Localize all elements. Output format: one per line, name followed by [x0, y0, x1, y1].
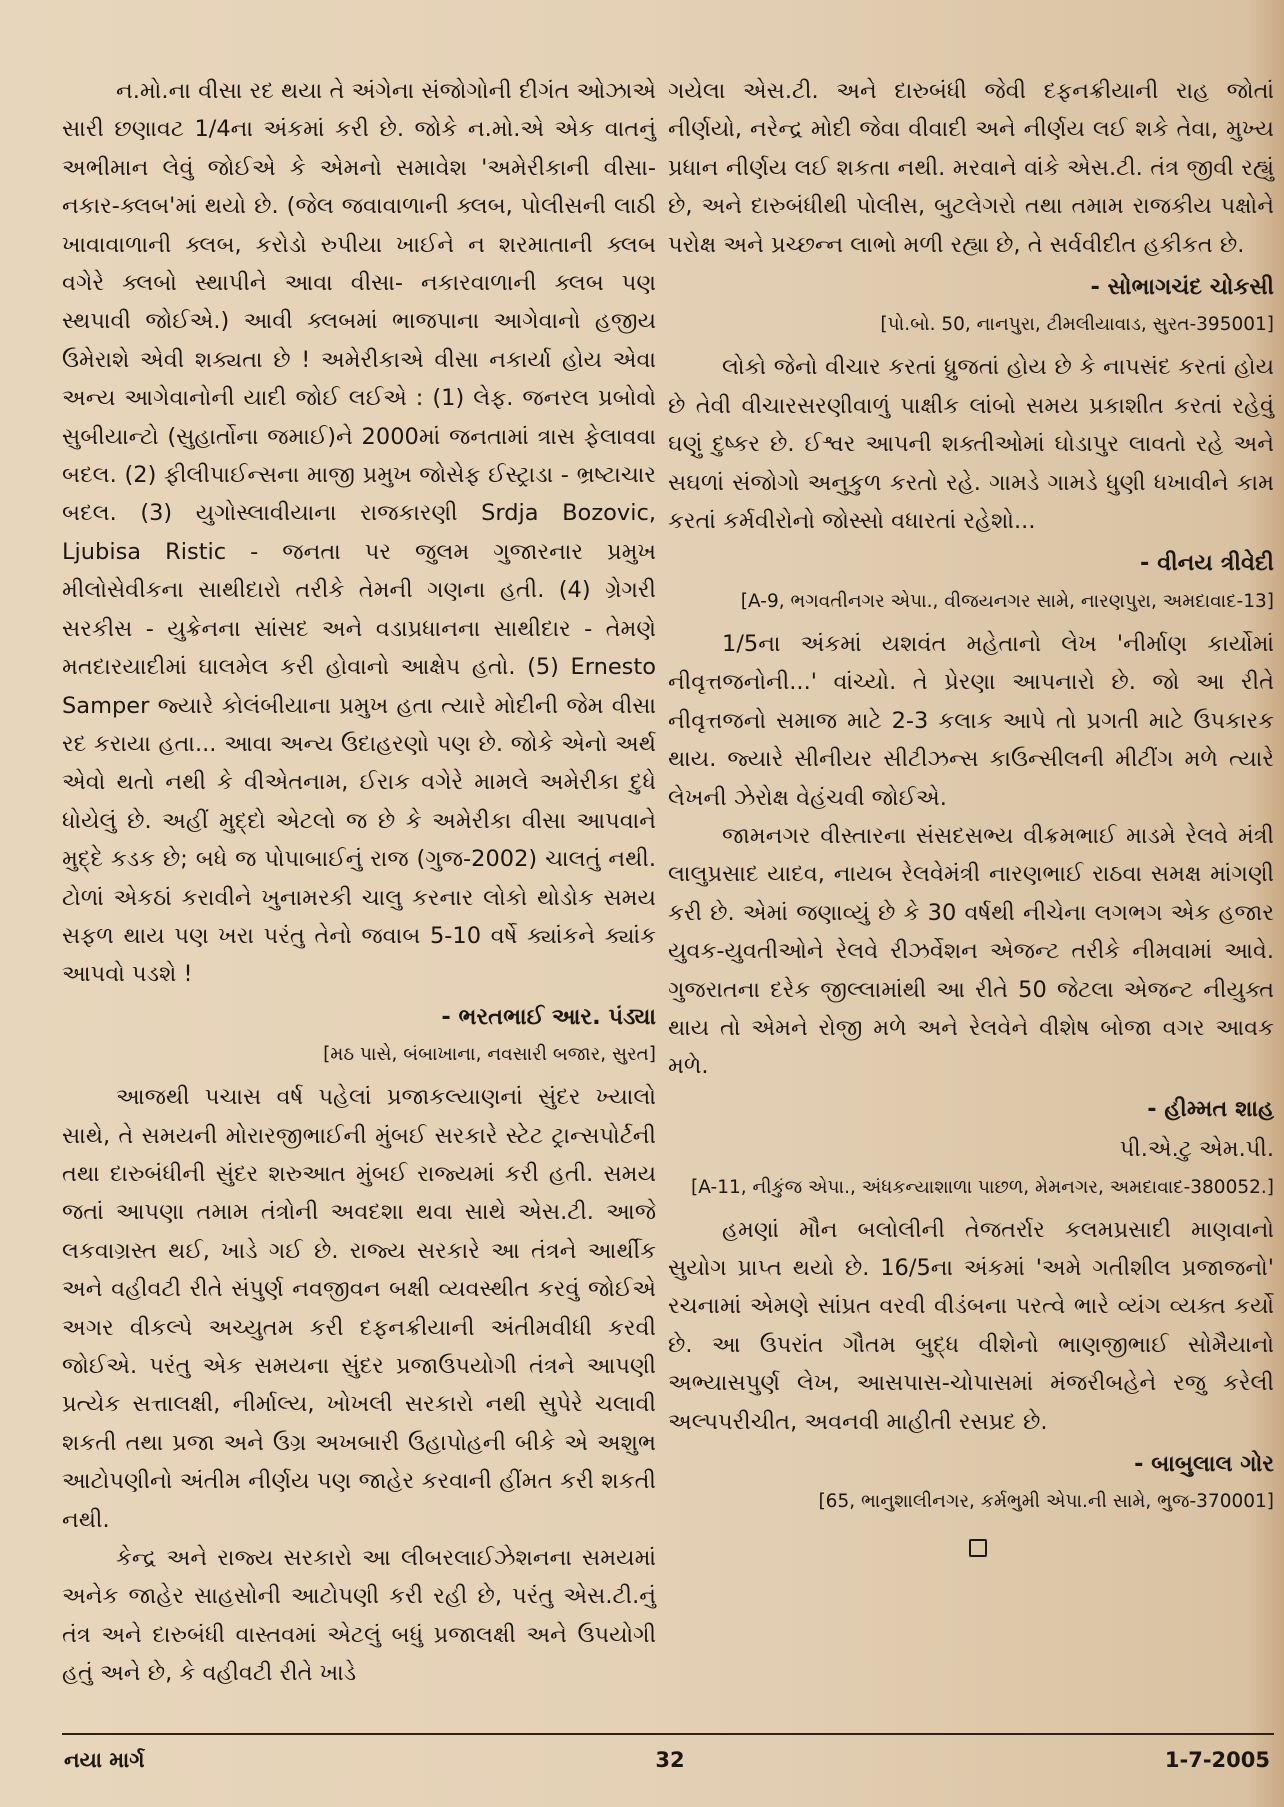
- letter-st-paragraph-2: કેન્દ્ર અને રાજ્ય સરકારો આ લીબરલાઈઝેશનના સમયમાં અનેક જાહેર સાહસોની આટોપણી કરી રહી છે, પરંતુ એસ.ટી.નું તંત્ર અને દારુબંધી વાસ્તવમાં એટલું બધું પ્રજાલક્ષી અને ઉપયોગી હતું અને છે, કે વહીવટી રીતે ખાડે: [62, 1545, 656, 1687]
- letter-address: [A-9, ભગવતીનગર એપા., વીજયનગર સામે, નારણપુરા, અમદાવાદ-13]: [740, 590, 1274, 612]
- footer-divider: [62, 1733, 1274, 1735]
- letter-praise-paragraph: લોકો જેનો વીચાર કરતાં ધ્રુજતાં હોય છે કે નાપસંદ કરતાં હોય છે તેવી વીચારસરણીવાળું પાક્ષીક લાંબો સમય પ્રકાશીત કરતાં રહેવું ઘણું દુષ્કર છે. ઈશ્વર આપની શક્તીઓમાં ઘોડાપુર લાવતો રહે અને સઘળાં સંજોગો અનુકુળ કરતો રહે. ગામડે ગામડે ધુણી ધખાવીને કામ કરતાં કર્મવીરોનો જોસ્સો વધારતાં રહેશો...: [668, 354, 1274, 535]
- letter-st-paragraph: આજથી પચાસ વર્ષ પહેલાં પ્રજાકલ્યાણનાં સુંદર ખ્યાલો સાથે, તે સમયની મોરારજીભાઈની મુંબઈ સરકારે સ્ટેટ ટ્રાન્સપોર્ટની તથા દારુબંધીની સુંદર શરુઆત મુંબઈ રાજ્યમાં કરી હતી. સમય જતાં આપણા તમામ તંત્રોની અવદશા થવા સાથે એસ.ટી. આજે લકવાગ્રસ્ત થઈ, ખાડે ગઈ છે. રાજ્ય સરકારે આ તંત્રને આર્થીક અને વહીવટી રીતે સંપુર્ણ નવજીવન બક્ષી વ્યવસ્થીત કરવું જોઈએ અગર વીકલ્પે અચ્યુતમ કરી દફનક્રીયાની અંતીમવીધી કરવી જોઈએ. પરંતુ એક સમયના સુંદર પ્રજાઉપયોગી તંત્રને આપણી પ્રત્યેક સત્તાલક્ષી, નીર્માલ્ય, ખોખલી સરકારો નથી સુપેરે ચલાવી શકતી તથા પ્રજા અને ઉગ્ર અખબારી ઉહાપોહની બીકે એ અશુભ આટોપણીનો અંતીમ નીર્ણય પણ જાહેર કરવાની હીંમત કરી શકતી નથી.: [62, 1084, 656, 1533]
- letter-signature: - સોભાગચંદ ચોકસી: [1090, 274, 1274, 301]
- letter-visa-paragraph: ન.મો.ના વીસા રદ થયા તે અંગેના સંજોગોની દીગંત ઓઝાએ સારી છણાવટ 1/4ના અંકમાં કરી છે. જોકે ન.મો.એ એક વાતનું અભીમાન લેવું જોઈએ કે એમનો સમાવેશ 'અમેરીકાની વીસા-નકાર-ક્લબ'માં થયો છે. (જેલ જવાવાળાની ક્લબ, પોલીસની લાઠી ખાવાવાળાની ક્લબ, કરોડો રુપીયા ખાઈને ન શરમાતાની ક્લબ વગેરે ક્લબો સ્થાપીને આવા વીસા- નકારવાળાની ક્લબ પણ સ્થપાવી જોઈએ.) આવી ક્લબમાં ભાજપાના આગેવાનો હજીય ઉમેરાશે એવી શક્યતા છે ! અમેરીકાએ વીસા નકાર્યા હોય એવા અન્ય આગેવાનોની યાદી જોઈ લઈએ : (1) લેફ. જનરલ પ્રબોવો સુબીયાન્ટો (સુહાર્તોના જમાઈ)ને 2000માં જનતામાં ત્રાસ ફેલાવવા બદલ. (2) ફીલીપાઈન્સના માજી પ્રમુખ જોસેફ ઈસ્ટ્રાડા - ભ્રષ્ટાચાર બદલ. (3) યુગોસ્લાવીયાના રાજકારણી Srdja Bozovic, Ljubisa Ristic - જનતા પર જુલમ ગુજારનાર પ્રમુખ મીલોસેવીકના સાથીદારો તરીકે તેમની ગણના હતી. (4) ગ્રેગરી સરકીસ - યુક્રેનના સાંસદ અને વડાપ્રધાનના સાથીદાર - તેમણે મતદારયાદીમાં ઘાલમેલ કરી હોવાનો આક્ષેપ હતો. (5) Ernesto Samper જ્યારે કોલંબીયાના પ્રમુખ હતા ત્યારે મોદીની જેમ વીસા રદ કરાયા હતા... આવા અન્ય ઉદાહરણો પણ છે. જોકે એનો અર્થ એવો થતો નથી કે વીએતનામ, ઈરાક વગેરે મામલે અમેરીકા દુધે ધોયેલું છે. અહીં મુદ્દો એટલો જ છે કે અમેરીકા વીસા આપવાને મુદ્દે કડક છે; બધે જ પોપાબાઈનું રાજ (ગુજ-2002) ચાલતું નથી. ટોળાં એકઠાં કરાવીને ખુનામરકી ચાલુ કરનાર લોકો થોડોક સમય સફળ થાય પણ ખરા પરંતુ તેનો જવાબ 5-10 વર્ષે ક્યાંકને ક્યાંક આપવો પડશે !: [62, 78, 656, 988]
- letter-signature-title: પી.એ.ટુ એમ.પી.: [1119, 1136, 1274, 1163]
- right-column: [668, 72, 1274, 1557]
- letter-address: [A-11, નીકુંજ એપા., અંધકન્યાશાળા પાછળ, મેમનગર, અમદાવાદ-380052.]: [691, 1176, 1274, 1198]
- letter-address: [મઠ પાસે, બંબાખાના, નવસારી બજાર, સુરત]: [323, 1044, 656, 1066]
- letter-signature: - ભરતભાઈ આર. પંડ્યા: [441, 1003, 656, 1030]
- letter-address: [પો.બો. 50, નાનપુરા, ટીમલીયાવાડ, સુરત-395001]: [880, 314, 1274, 336]
- letter-signature: - બાબુલાલ ગોર: [1134, 1451, 1274, 1477]
- letter-address: [65, ભાનુશાલીનગર, કર્મભુમી એપા.ની સામે, ભુજ-370001]: [818, 1491, 1274, 1513]
- letter-railway-paragraph: જામનગર વીસ્તારના સંસદસભ્ય વીક્રમભાઈ માડમે રેલવે મંત્રી લાલુપ્રસાદ યાદવ, નાયબ રેલવેમંત્રી નારણભાઈ રાઠવા સમક્ષ માંગણી કરી છે. એમાં જણાવ્યું છે કે 30 વર્ષથી નીચેના લગભગ એક હજાર યુવક-યુવતીઓને રેલવે રીઝર્વેશન એજન્ટ તરીકે નીમવામાં આવે. ગુજરાતના દરેક જીલ્લામાંથી આ રીતે 50 જેટલા એજન્ટ નીયુક્ત થાય તો એમને રોજી મળે અને રેલવેને વીશેષ બોજા વગર આવક મળે.: [668, 822, 1274, 1080]
- letter-review-paragraph: હમણાં મૌન બલોલીની તેજતર્રાર કલમપ્રસાદી માણવાનો સુયોગ પ્રાપ્ત થયો છે. 16/5ના અંકમાં 'અમે ગતીશીલ પ્રજાજનો' રચનામાં એમણે સાંપ્રત વરવી વીડંબના પરત્વે ભારે વ્યંગ વ્યક્ત કર્યો છે. આ ઉપરાંત ગૌતમ બુદ્ધ વીશેનો ભાણજીભાઈ સોમૈયાનો અભ્યાસપુર્ણ લેખ, આસપાસ-ચોપાસમાં મંજરીબહેને રજુ કરેલી અલ્પપરીચીત, અવનવી માહીતી રસપ્રદ છે.: [668, 1216, 1274, 1435]
- magazine-name: નયા માર્ગ: [64, 1748, 145, 1772]
- letter-signature: - વીનય ત્રીવેદી: [1140, 550, 1274, 577]
- left-column: [62, 72, 656, 1693]
- letter-signature: - હીમ્મત શાહ: [1147, 1095, 1274, 1122]
- end-mark-icon: [969, 1539, 987, 1557]
- issue-date: 1-7-2005: [1164, 1748, 1270, 1772]
- letter-st-continuation: ગયેલા એસ.ટી. અને દારુબંધી જેવી દફનક્રીયાની રાહ જોતાં નીર્ણયો, નરેન્દ્ર મોદી જેવા વીવાદી અને નીર્ણય લઈ શકે તેવા, મુખ્ય પ્રધાન નીર્ણય લઈ શકતા નથી. મરવાને વાંકે એસ.ટી. તંત્ર જીવી રહ્યું છે, અને દારુબંધીથી પોલીસ, બુટલેગરો તથા તમામ રાજકીય પક્ષોને પરોક્ષ અને પ્રચ્છન્ન લાભો મળી રહ્યા છે, તે સર્વવીદીત હકીકત છે.: [668, 78, 1274, 258]
- letter-retired-paragraph: 1/5ના અંકમાં યશવંત મહેતાનો લેખ 'નીર્માણ કાર્યોમાં નીવૃત્તજનોની...' વાંચ્યો. તે પ્રેરણા આપનારો છે. જો આ રીતે નીવૃત્તજનો સમાજ માટે 2-3 કલાક આપે તો પ્રગતી માટે ઉપકારક થાય. જ્યારે સીનીયર સીટીઝન્સ કાઉન્સીલની મીટીંગ મળે ત્યારે લેખની ઝેરોક્ષ વેહંચવી જોઈએ.: [668, 630, 1274, 811]
- page-number: 32: [655, 1748, 685, 1772]
